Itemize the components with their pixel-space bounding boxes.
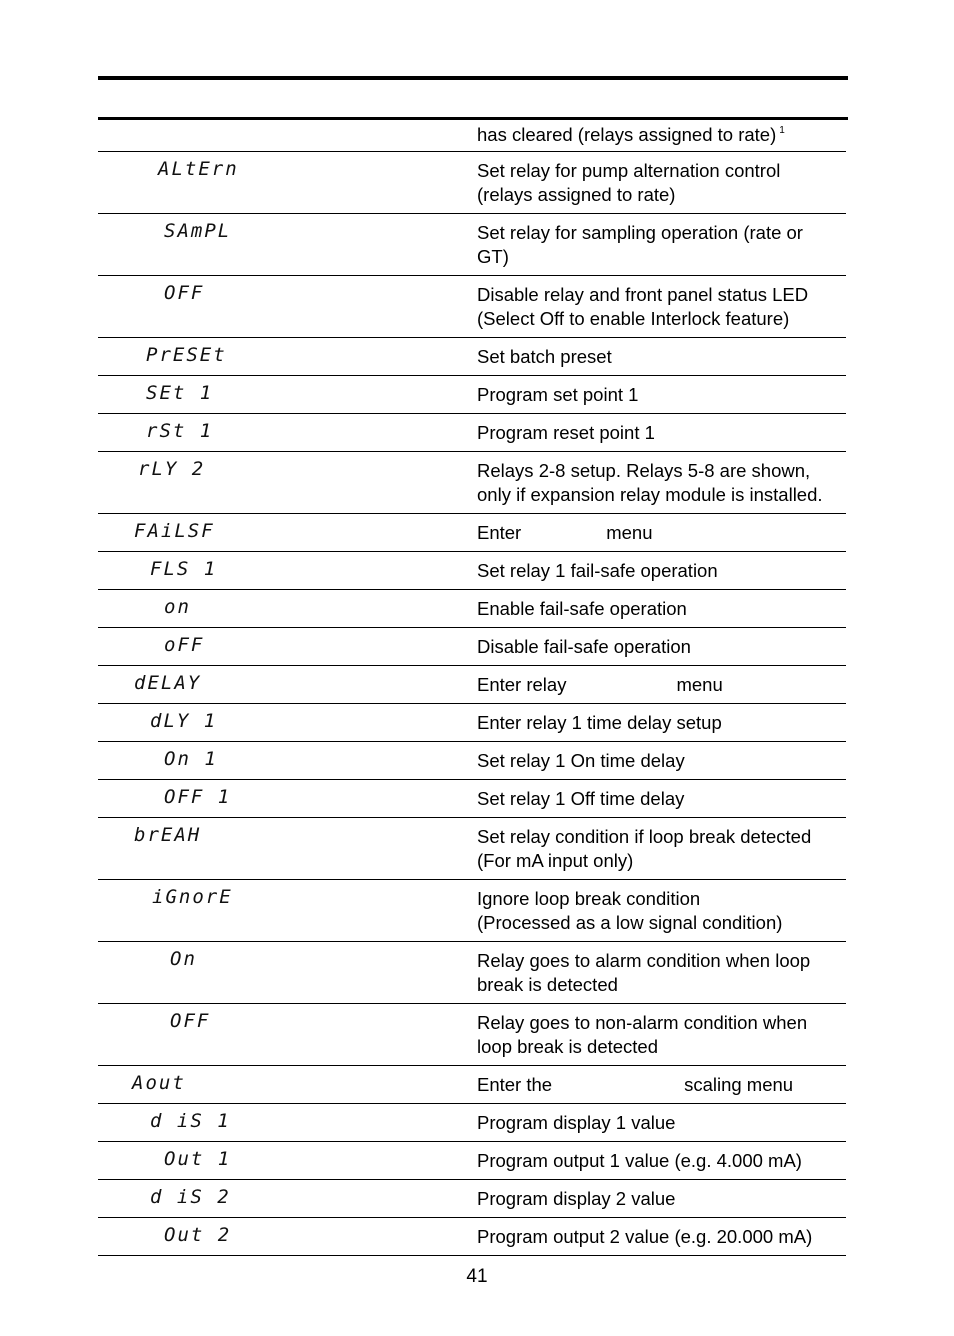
table-row (98, 880, 846, 942)
description: Set relay 1 Off time delay (477, 788, 685, 809)
display-code: oFF (164, 634, 205, 656)
display-code: FAiLSF (134, 520, 215, 542)
table-row (98, 590, 846, 628)
display-code: dELAY (134, 672, 202, 694)
table-row (98, 276, 846, 338)
display-code: Out 2 (164, 1224, 232, 1246)
description: Ignore loop break condition (Processed as a low signal condition) (477, 888, 783, 933)
description: Disable relay and front panel status LED (Select Off to enable Interlock feature) (477, 284, 809, 329)
display-code: d iS 2 (150, 1186, 231, 1208)
table-row (98, 1004, 846, 1066)
footnote-marker: 1 (779, 125, 785, 136)
display-code: iGnorE (152, 886, 233, 908)
description: Relay goes to non-alarm condition when loop break is detected (477, 1012, 808, 1057)
table-row (98, 214, 846, 276)
description: Set batch preset (477, 346, 612, 367)
table-row (98, 452, 846, 514)
description: Set relay for pump alternation control (relays assigned to rate) (477, 160, 781, 205)
display-code: PrESEt (146, 344, 227, 366)
description: Program output 2 value (e.g. 20.000 mA) (477, 1226, 813, 1247)
table-row (98, 120, 846, 152)
display-code: SAmPL (164, 220, 232, 242)
description: Enter the scaling menu (477, 1074, 794, 1095)
description: Enter relay menu (477, 674, 723, 695)
description: Program set point 1 (477, 384, 639, 405)
display-code: SEt 1 (146, 382, 214, 404)
display-code: dLY 1 (150, 710, 218, 732)
display-code: rSt 1 (146, 420, 214, 442)
description: Program display 1 value (477, 1112, 676, 1133)
table-row (98, 1142, 846, 1180)
display-code: OFF (170, 1010, 211, 1032)
display-code: FLS 1 (150, 558, 218, 580)
description: Program display 2 value (477, 1188, 676, 1209)
table-row (98, 942, 846, 1004)
display-code: brEAH (134, 824, 202, 846)
display-code: ALtErn (158, 158, 239, 180)
display-code: OFF (164, 282, 205, 304)
description: Set relay for sampling operation (rate or GT) (477, 222, 803, 267)
display-code: OFF 1 (164, 786, 232, 808)
table-row (98, 742, 846, 780)
display-code: On (170, 948, 197, 970)
display-code: Aout (132, 1072, 186, 1094)
page-number: 41 (466, 1266, 488, 1287)
display-code: Out 1 (164, 1148, 232, 1170)
display-code: d iS 1 (150, 1110, 231, 1132)
description: Set relay 1 fail-safe operation (477, 560, 718, 581)
table-row (98, 338, 846, 376)
description: Enter relay 1 time delay setup (477, 712, 722, 733)
table-row (98, 514, 846, 552)
table-row (98, 1066, 846, 1104)
description: Relay goes to alarm condition when loop break is detected (477, 950, 811, 995)
table-row (98, 152, 846, 214)
description: Disable fail-safe operation (477, 636, 691, 657)
description: Enable fail-safe operation (477, 598, 687, 619)
display-code: On 1 (164, 748, 218, 770)
table-row (98, 1180, 846, 1218)
description: Program output 1 value (e.g. 4.000 mA) (477, 1150, 802, 1171)
display-code: rLY 2 (138, 458, 206, 480)
description: Set relay condition if loop break detected (For mA input only) (477, 826, 812, 871)
table-row (98, 628, 846, 666)
table-row (98, 1104, 846, 1142)
menu-table (98, 120, 846, 1256)
description: has cleared (relays assigned to rate) $^1$ (477, 124, 785, 145)
header-rule (98, 76, 848, 80)
table-row (98, 552, 846, 590)
table-row (98, 414, 846, 452)
description: Set relay 1 On time delay (477, 750, 685, 771)
display-code: on (164, 596, 191, 618)
table-row (98, 780, 846, 818)
table-row (98, 704, 846, 742)
table-row (98, 376, 846, 414)
description: Relays 2-8 setup. Relays 5-8 are shown, only if expansion relay module is installed. (477, 460, 823, 505)
table-row (98, 666, 846, 704)
description: Program reset point 1 (477, 422, 655, 443)
table-row (98, 1218, 846, 1256)
table-row (98, 818, 846, 880)
description: Enter menu (477, 522, 653, 543)
